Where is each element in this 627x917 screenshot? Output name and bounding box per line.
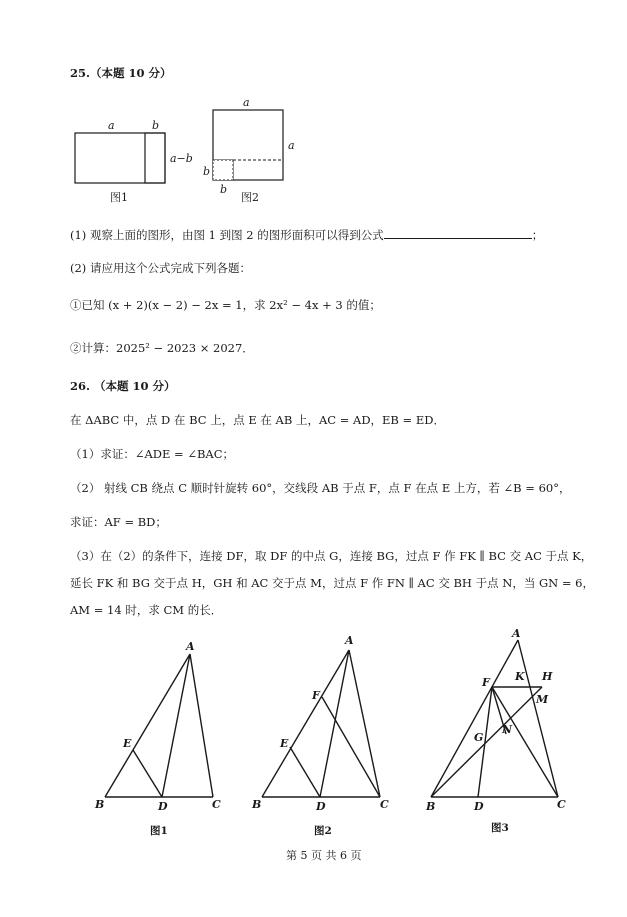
q26-part3-a: （3）在（2）的条件下，连接 DF，取 DF 的中点 G，连接 BG，过点 F 作 FK ∥ BC 交 AC 于点 K， <box>70 549 593 563</box>
q26-part3-c: AM = 14 时，求 CM 的长． <box>70 603 223 617</box>
q25-part1-text: (1) 观察上面的图形，由图 1 到图 2 的图形面积可以得到公式 <box>70 228 384 242</box>
fig2-label-bottom-b: b <box>220 183 228 196</box>
q25-part2: (2) 请应用这个公式完成下列各题： <box>70 261 251 275</box>
fig3-point-b: B <box>426 800 436 813</box>
fig1-point-a: A <box>186 640 195 653</box>
fig1-point-b: B <box>95 798 105 811</box>
q26-part2-b: 求证：AF = BD； <box>70 515 167 529</box>
fig3-point-m: M <box>536 693 549 706</box>
fig2-label-left-b: b <box>203 165 211 178</box>
fig2-point-f: F <box>312 689 320 702</box>
q25-item1: ①已知 (x + 2)(x − 2) − 2x = 1，求 2x² − 4x + 3 的值； <box>70 298 381 312</box>
q26-intro: 在 ΔABC 中，点 D 在 BC 上，点 E 在 AB 上，AC = AD，EB = ED． <box>70 413 445 427</box>
fig1-point-d: D <box>158 800 168 813</box>
q26-part3-b: 延长 FK 和 BG 交于点 H，GH 和 AC 交于点 M，过点 F 作 FN ∥ AC 交 BH 于点 N，当 GN = 6， <box>70 576 594 590</box>
fig3-point-n: N <box>502 723 513 736</box>
fig2-caption: 图2 <box>241 191 259 204</box>
fig2-geometry-caption: 图2 <box>314 825 332 837</box>
fig2-point-b: B <box>252 798 262 811</box>
q25-part1-end: ； <box>531 228 544 242</box>
fig3-geometry-caption: 图3 <box>491 822 509 834</box>
fig2-point-d: D <box>316 800 326 813</box>
fig2-label-top-a: a <box>243 96 250 109</box>
fig1-label-a: a <box>108 119 115 132</box>
q26-part1: （1）求证：∠ADE = ∠BAC； <box>70 447 235 461</box>
q25-item2: ②计算：2025² − 2023 × 2027． <box>70 341 254 355</box>
fig3-point-d: D <box>474 800 484 813</box>
fig1-geometry-caption: 图1 <box>150 825 168 837</box>
fig1-point-c: C <box>212 798 221 811</box>
fig3-point-f: F <box>482 676 490 689</box>
fig2-point-e: E <box>280 737 289 750</box>
fig3-point-a: A <box>512 627 521 640</box>
fig1-label-b: b <box>152 119 160 132</box>
q26-part2: （2） 射线 CB 绕点 C 顺时针旋转 60°，交线段 AB 于点 F，点 F 在点 E 上方，若 ∠B = 60°， <box>70 481 571 495</box>
fig2-point-a: A <box>345 634 354 647</box>
fig3-point-h: H <box>542 670 553 683</box>
fig1-caption: 图1 <box>110 191 128 204</box>
page-footer: 第 5 页 共 6 页 <box>286 849 362 862</box>
fig2-label-right-a: a <box>288 139 295 152</box>
fig3-point-c: C <box>557 798 566 811</box>
q26-header: 26. （本题 10 分） <box>70 379 176 393</box>
fig1-label-a-minus-b: a−b <box>170 152 193 165</box>
fig1-point-e: E <box>123 737 132 750</box>
fig3-point-g: G <box>474 731 484 744</box>
fig3-point-k: K <box>515 670 525 683</box>
q25-header: 25.（本题 10 分） <box>70 66 172 80</box>
fig2-point-c: C <box>380 798 389 811</box>
